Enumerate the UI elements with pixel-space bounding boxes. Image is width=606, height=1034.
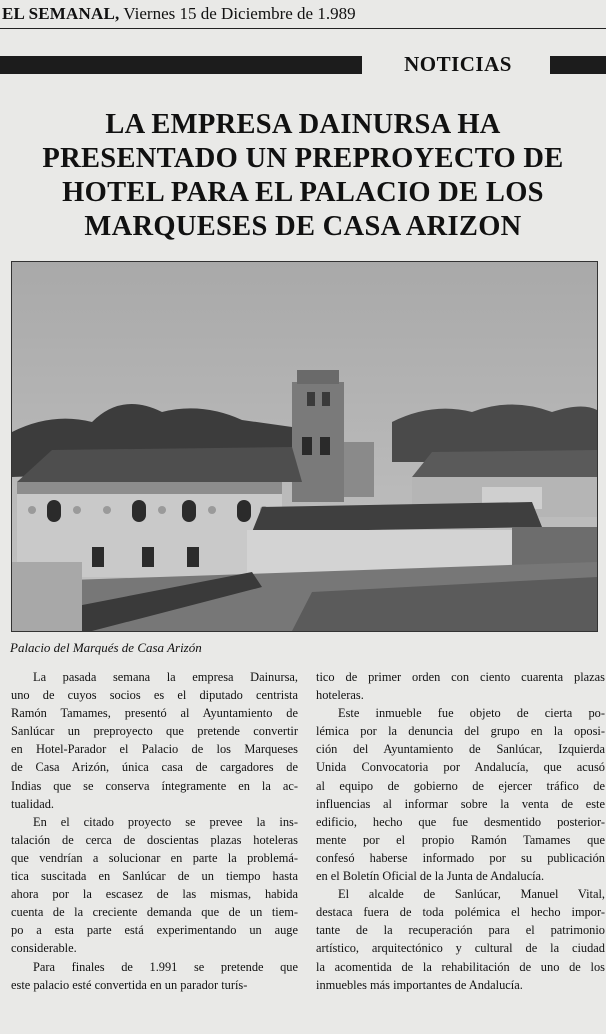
paragraph bbox=[316, 722, 605, 885]
text-line: tante de la recuperación para el patrimonio bbox=[316, 923, 605, 938]
text-line: de Casa Arizón, única casa de cargadores de bbox=[11, 760, 298, 775]
paragraph bbox=[316, 903, 605, 993]
text-line: inmuebles más importantes de Andalucía. bbox=[316, 977, 523, 992]
paragraph bbox=[11, 668, 298, 686]
article-column-2 bbox=[316, 668, 605, 994]
paragraph bbox=[11, 813, 298, 831]
text-line: Indias que se conserva íntegramente en la ac- bbox=[11, 778, 298, 793]
paragraph bbox=[11, 686, 298, 813]
paragraph bbox=[11, 958, 298, 976]
section-bar-right bbox=[550, 56, 606, 74]
text-line: mente por el propio Ramón Tamames que bbox=[316, 832, 605, 847]
paragraph bbox=[316, 885, 605, 903]
photo-caption: Palacio del Marqués de Casa Arizón bbox=[10, 640, 202, 655]
text-line: tualidad. bbox=[11, 796, 55, 811]
headline-line: MARQUESES DE CASA ARIZON bbox=[84, 211, 522, 242]
text-line: Sanlúcar un preproyecto que pretende convertir bbox=[11, 724, 298, 739]
publication-name: EL SEMANAL, bbox=[2, 4, 120, 23]
section-bar-left bbox=[0, 56, 362, 74]
text-line: ahora por la escasez de las mismas, habida bbox=[11, 887, 298, 902]
text-line: ción del Ayuntamiento de Sanlúcar, Izquierda bbox=[316, 742, 605, 757]
text-line: en Hotel-Parador el Palacio de los Marqueses bbox=[11, 742, 298, 757]
text-line: La pasada semana la empresa Dainursa, bbox=[33, 670, 298, 684]
text-line: en el Boletín Oficial de la Junta de Andalucía. bbox=[316, 869, 545, 884]
text-line: lémica por la denuncia del grupo en la oposi- bbox=[316, 724, 605, 739]
text-line: hoteleras. bbox=[316, 688, 364, 703]
article-photo bbox=[11, 261, 598, 632]
text-line: Este inmueble fue objeto de cierta po- bbox=[338, 706, 605, 721]
text-line: uno de cuyos socios es el diputado centrista bbox=[11, 688, 298, 703]
text-line: que vendrían a solucionar en parte la problemá- bbox=[11, 850, 298, 865]
headline-line: HOTEL PARA EL PALACIO DE LOS bbox=[62, 177, 544, 208]
paragraph bbox=[11, 976, 298, 994]
headline-line: LA EMPRESA DAINURSA HA bbox=[105, 109, 501, 140]
paragraph bbox=[316, 668, 605, 704]
text-line: edificio, hecho que fue desmentido posterior- bbox=[316, 814, 605, 829]
issue-date: Viernes 15 de Diciembre de 1.989 bbox=[119, 4, 356, 23]
text-line: po a esta parte está experimentando un auge bbox=[11, 923, 298, 938]
text-line: Para finales de 1.991 se pretende que bbox=[33, 959, 298, 974]
text-line: cuenta de la creciente demanda que de un tiem- bbox=[11, 905, 298, 920]
text-line: Unida Convocatoria por Andalucía, que acusó bbox=[316, 760, 605, 775]
headline bbox=[0, 108, 606, 244]
text-line: considerable. bbox=[11, 941, 77, 956]
paragraph bbox=[316, 704, 605, 722]
text-line: al equipo de gobierno de ejercer tráfico de bbox=[316, 778, 605, 793]
text-line: este palacio esté convertida en un parador turís- bbox=[11, 977, 248, 992]
text-line: artístico, arquitectónico y cultural de la ciudad bbox=[316, 941, 605, 956]
text-line: la acomentida de la rehabilitación de uno de los bbox=[316, 959, 605, 974]
masthead bbox=[0, 0, 606, 29]
section-banner bbox=[0, 54, 606, 76]
text-line: destaca fuera de toda polémica el hecho impor- bbox=[316, 905, 605, 920]
masthead-line bbox=[2, 4, 356, 24]
text-line: tico de primer orden con ciento cuarenta plazas bbox=[316, 670, 605, 684]
text-line: influencias al informar sobre la venta de este bbox=[316, 796, 605, 811]
text-line: En el citado proyecto se prevee la ins- bbox=[33, 814, 298, 829]
section-label: NOTICIAS bbox=[404, 52, 512, 76]
text-line: Ramón Tamames, presentó al Ayuntamiento de bbox=[11, 706, 298, 721]
paragraph bbox=[11, 831, 298, 958]
text-line: tica suscitada en Sanlúcar de un tiempo hasta bbox=[11, 869, 298, 884]
article-column-1 bbox=[11, 668, 298, 994]
text-line: talación de cerca de doscientas plazas hoteleras bbox=[11, 832, 298, 847]
text-line: confesó haberse informado por su publicación bbox=[316, 850, 605, 865]
headline-line: PRESENTADO UN PREPROYECTO DE bbox=[42, 143, 564, 174]
text-line: El alcalde de Sanlúcar, Manuel Vital, bbox=[338, 887, 605, 902]
